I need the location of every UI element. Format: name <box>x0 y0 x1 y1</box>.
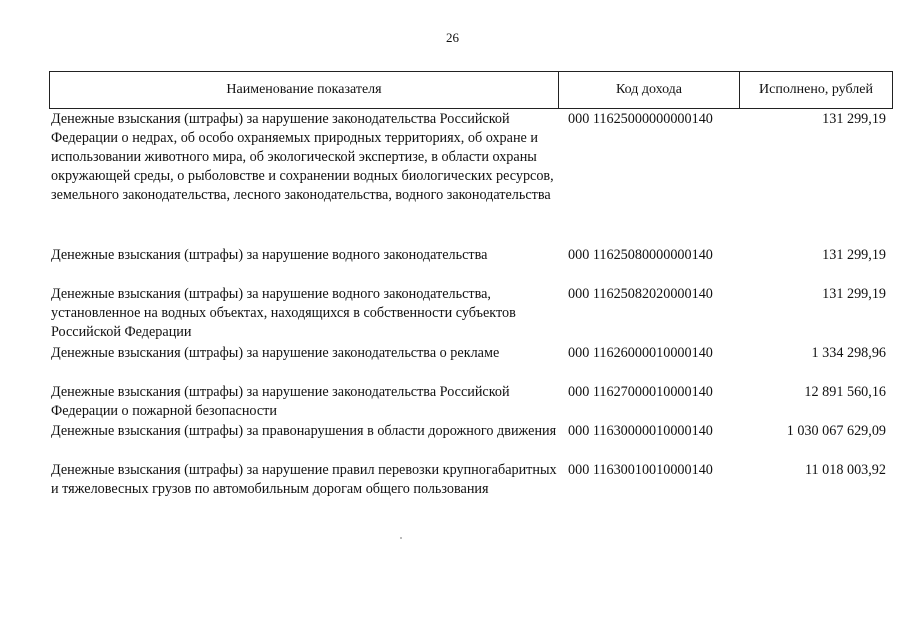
row-amount: 12 891 560,16 <box>804 384 886 400</box>
row-code: 000 11630000010000140 <box>568 423 713 439</box>
row-code: 000 11627000010000140 <box>568 384 713 400</box>
header-code: Код дохода <box>559 72 740 108</box>
table-header <box>49 71 893 109</box>
row-amount: 131 299,19 <box>822 286 886 302</box>
row-name: Денежные взыскания (штрафы) за нарушение законодательства Российской Федерации о пожарной безопасности <box>51 384 510 419</box>
row-code: 000 11625082020000140 <box>568 286 713 302</box>
scan-speck <box>400 537 402 539</box>
row-name: Денежные взыскания (штрафы) за нарушение водного законодательства, установленное на водных объектах, находящихся в собственности субъектов Российской Федерации <box>51 286 516 340</box>
row-code: 000 11625000000000140 <box>568 111 713 127</box>
row-code: 000 11625080000000140 <box>568 247 713 263</box>
row-name: Денежные взыскания (штрафы) за правонарушения в области дорожного движения <box>51 423 557 439</box>
header-amount: Исполнено, рублей <box>759 82 873 97</box>
page-number: 26 <box>446 30 459 45</box>
row-amount: 1 334 298,96 <box>811 345 886 361</box>
row-name: Денежные взыскания (штрафы) за нарушение законодательства Российской Федерации о недрах, об особо охраняемых природных территориях, об охране и использовании животного мира, об экологической экспертизе, в области охраны окружающей среды, о рыболовстве и сохранении водных биологических ресурсов, земельного законодательства, лесного законодательства, водного законодательства <box>51 111 554 203</box>
row-code: 000 11630010010000140 <box>568 462 713 478</box>
header-name: Наименование показателя <box>50 72 559 108</box>
row-amount: 11 018 003,92 <box>804 462 886 478</box>
row-name: Денежные взыскания (штрафы) за нарушение водного законодательства <box>51 247 488 263</box>
row-code: 000 11626000010000140 <box>568 345 713 361</box>
row-name: Денежные взыскания (штрафы) за нарушение правил перевозки крупногабаритных и тяжеловесных грузов по автомобильным дорогам общего пользования <box>51 462 557 497</box>
row-amount: 1 030 067 629,09 <box>786 423 886 439</box>
row-amount: 131 299,19 <box>822 247 886 263</box>
row-name: Денежные взыскания (штрафы) за нарушение законодательства о рекламе <box>51 345 500 361</box>
row-amount: 131 299,19 <box>822 111 886 127</box>
